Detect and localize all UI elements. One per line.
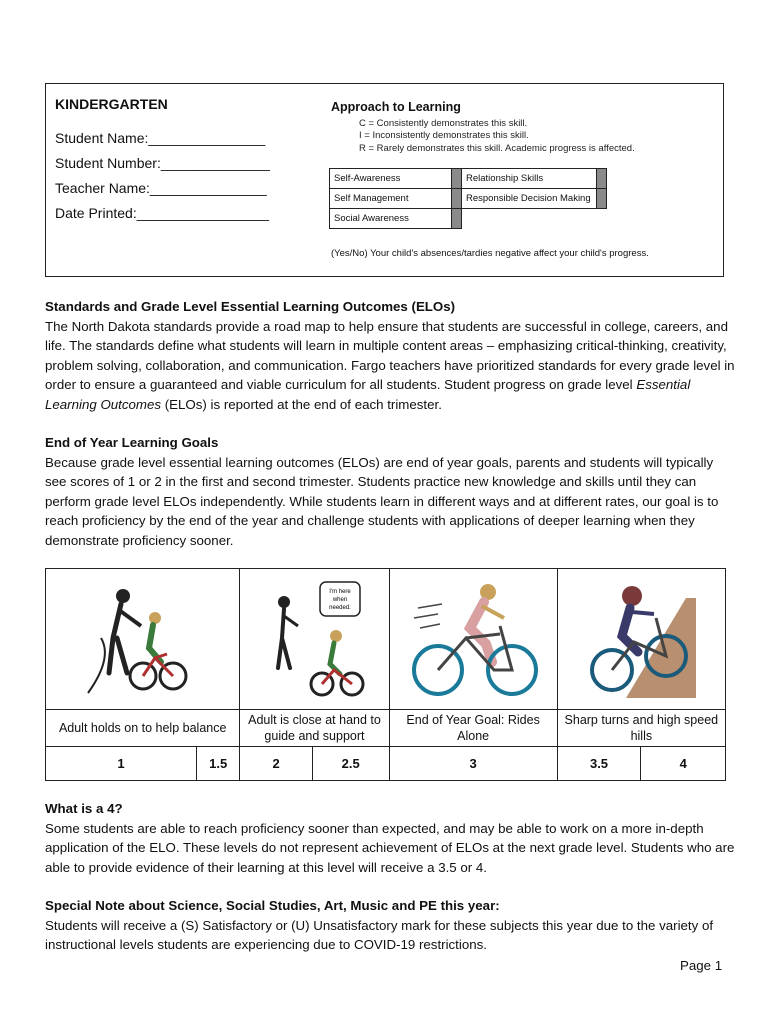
student-name-field: Student Name:_______________	[55, 130, 266, 146]
report-header-box	[45, 83, 724, 277]
grade-label: KINDERGARTEN	[55, 96, 168, 112]
proficiency-scale-table	[45, 568, 726, 781]
illustration-adult-holds	[46, 569, 240, 710]
caption-sharp-turns: Sharp turns and high speed hills	[557, 710, 725, 747]
score-3-5: 3.5	[557, 747, 641, 781]
standards-text-part: The North Dakota standards provide a road map to help ensure that students are successful in college, careers, and life. The standards define what students will learn in multiple content areas – emphasizing critical-thinking, creativity, problem solving, collaboration, and communication. Fargo teachers have prioritized standards for every grade level in order to ensure a guaranteed and viable curriculum for all students. Student progress on grade level	[45, 318, 735, 393]
adult-helping-child-bike-icon	[83, 578, 203, 698]
goals-heading: End of Year Learning Goals	[45, 435, 219, 450]
skill-self-awareness: Self-Awareness	[330, 169, 452, 189]
mark-cell	[452, 209, 462, 229]
skill-social-awareness: Social Awareness	[330, 209, 452, 229]
special-note-heading: Special Note about Science, Social Studies, Art, Music and PE this year:	[45, 898, 500, 913]
mark-cell	[597, 189, 607, 209]
score-1-5: 1.5	[196, 747, 239, 781]
mark-cell	[597, 169, 607, 189]
absences-note: (Yes/No) Your child's absences/tardies negative affect your child's progress.	[331, 248, 649, 259]
svg-text:when: when	[333, 596, 348, 603]
score-3: 3	[389, 747, 557, 781]
mark-cell	[452, 169, 462, 189]
what-is-4-text: Some students are able to reach proficiency sooner than expected, and may be able to work on a more in-depth application of the ELO. These levels do not represent achievement of ELOs at the next grade level. Students who are able to provide evidence of their learning at this level will receive a 3.5 or 4.	[45, 820, 735, 875]
caption-row	[46, 710, 726, 747]
skills-row	[330, 169, 607, 189]
child-riding-hills-icon	[586, 578, 696, 698]
key-inconsistently: I = Inconsistently demonstrates this skill.	[359, 130, 529, 141]
score-1: 1	[46, 747, 197, 781]
mark-cell	[452, 189, 462, 209]
adult-guiding-child-bike-icon	[254, 578, 374, 698]
illustration-sharp-turns	[557, 569, 725, 710]
caption-adult-holds: Adult holds on to help balance	[46, 710, 240, 747]
svg-text:I'm here: I'm here	[329, 588, 352, 595]
key-consistently: C = Consistently demonstrates this skill.	[359, 118, 528, 129]
skill-relationship: Relationship Skills	[462, 169, 597, 189]
illustration-row	[46, 569, 726, 710]
approach-to-learning-title: Approach to Learning	[331, 100, 461, 114]
what-is-4-section	[45, 799, 735, 877]
page-number: Page 1	[680, 958, 723, 973]
skills-row	[330, 189, 607, 209]
goals-text: Because grade level essential learning outcomes (ELOs) are end of year goals, parents and students will typically see scores of 1 or 2 in the first and second trimester. Students practice new knowledge and skills until they can perform grade level ELOs independently. While students learn in different ways and at different rates, our goal is to reach proficiency by the end of the year and challenge students with applications of deeper learning when they demonstrate proficiency sooner.	[45, 454, 719, 548]
score-2-5: 2.5	[312, 747, 389, 781]
skills-row	[330, 209, 607, 229]
special-note-section	[45, 896, 735, 955]
child-riding-alone-icon	[408, 578, 538, 698]
illustration-adult-close	[240, 569, 389, 710]
student-number-field: Student Number:______________	[55, 155, 270, 171]
standards-text-italic: Essential Learning Outcomes	[45, 377, 691, 412]
special-note-text: Students will receive a (S) Satisfactory or (U) Unsatisfactory mark for these subjects this year due to the variety of instructional levels students are experiencing due to COVID-19 restrictions.	[45, 917, 714, 953]
goals-section	[45, 433, 735, 551]
illustration-rides-alone	[389, 569, 557, 710]
standards-text	[45, 317, 735, 415]
date-printed-field: Date Printed:_________________	[55, 205, 270, 221]
skill-decision-making: Responsible Decision Making	[462, 189, 597, 209]
skill-self-management: Self Management	[330, 189, 452, 209]
score-row	[46, 747, 726, 781]
svg-text:needed.: needed.	[329, 604, 352, 611]
key-rarely: R = Rarely demonstrates this skill. Academic progress is affected.	[359, 143, 635, 154]
what-is-4-heading: What is a 4?	[45, 801, 123, 816]
standards-section	[45, 297, 735, 415]
caption-rides-alone: End of Year Goal: Rides Alone	[389, 710, 557, 747]
standards-heading: Standards and Grade Level Essential Learning Outcomes (ELOs)	[45, 299, 456, 314]
standards-text-part: (ELOs) is reported at the end of each trimester.	[161, 396, 442, 412]
teacher-name-field: Teacher Name:_______________	[55, 180, 267, 196]
caption-adult-close: Adult is close at hand to guide and support	[240, 710, 389, 747]
skills-table	[329, 168, 607, 229]
score-4: 4	[641, 747, 726, 781]
score-2: 2	[240, 747, 312, 781]
